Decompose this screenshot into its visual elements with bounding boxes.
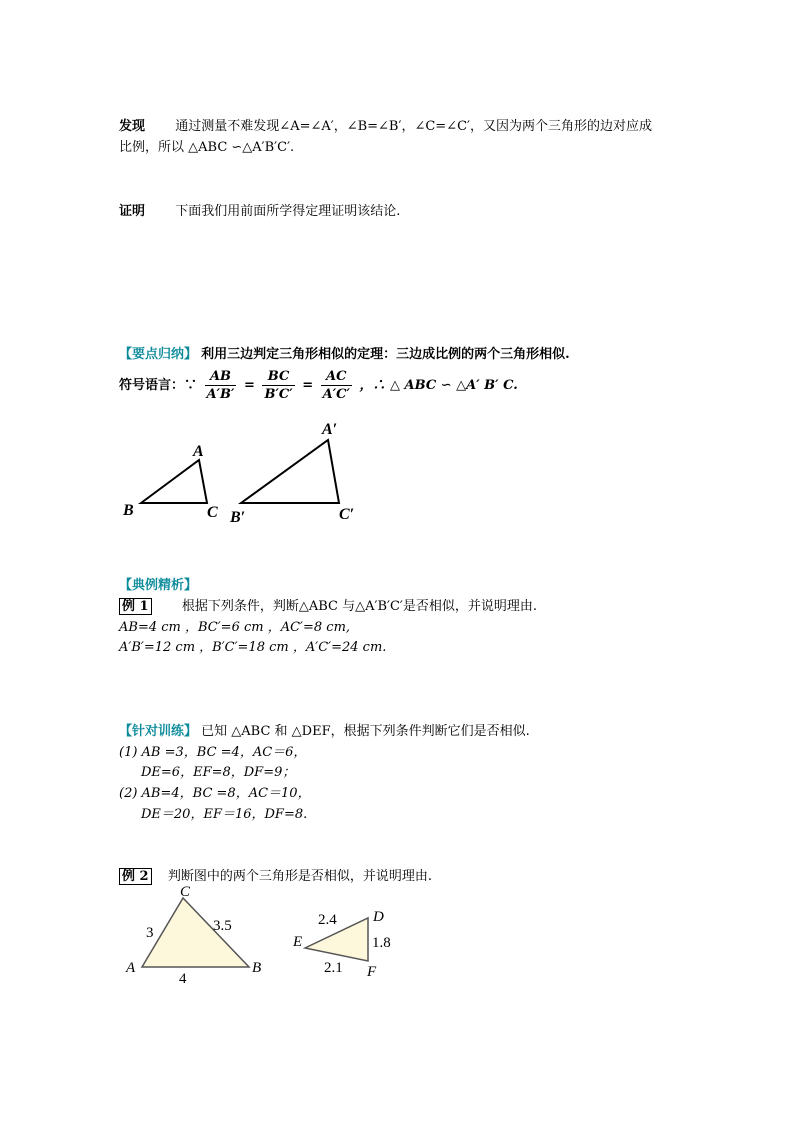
discovery-line-2: 比例，所以 △ABC ∽△A′B′C′.	[119, 140, 295, 155]
fraction-bc-num: BC	[262, 368, 294, 386]
discovery-text-1: 通过测量不难发现∠A=∠A′，∠B=∠B′，∠C=∠C′，又因为两个三角形的边对应成	[175, 119, 652, 134]
side-df: 1.8	[372, 935, 391, 951]
example-2-figure	[115, 885, 405, 990]
discovery-line-1	[119, 118, 652, 136]
label-b-prime: B′	[230, 509, 246, 526]
ex2-label-f: F	[367, 964, 377, 980]
fraction-ac-num: AC	[321, 368, 352, 386]
triangle-a-prime-b-prime-c-prime	[241, 440, 339, 503]
practice-text: 已知 △ABC 和 △DEF，根据下列条件判断它们是否相似.	[201, 724, 530, 739]
key-point-line	[119, 346, 570, 364]
example-1-data-1: AB=4 cm ，BC′=6 cm ，AC′=8 cm,	[119, 620, 351, 635]
ex2-label-a: A	[126, 960, 136, 976]
ex2-label-d: D	[373, 909, 384, 925]
side-ef: 2.1	[324, 960, 343, 976]
fraction-ac-den: A′C′	[322, 387, 350, 402]
fraction-bc-den: B′C′	[264, 387, 293, 402]
key-point-text: 利用三边判定三角形相似的定理：三边成比例的两个三角形相似.	[201, 347, 570, 362]
triangle-abc	[141, 460, 207, 503]
example-2-question: 判断图中的两个三角形是否相似，并说明理由.	[167, 869, 432, 884]
triangle-abc-example	[142, 898, 249, 967]
proof-label: 证明	[119, 204, 146, 219]
fraction-ac	[321, 368, 352, 403]
side-ab: 4	[179, 971, 187, 987]
side-ac: 3	[146, 925, 154, 941]
practice-item-2a: (2) AB=4，BC =8，AC＝10，	[119, 786, 311, 801]
ex2-label-b: B	[252, 960, 262, 976]
example-1-line	[119, 598, 537, 616]
label-b: B	[123, 502, 134, 519]
label-c: C	[207, 504, 218, 521]
fraction-ab	[205, 368, 237, 403]
practice-item-1a: (1) AB =3，BC =4，AC＝6，	[119, 745, 307, 760]
label-a-prime: A′	[322, 421, 338, 438]
side-ed: 2.4	[318, 912, 337, 928]
proof-text: 下面我们用前面所学得定理证明该结论.	[175, 204, 401, 219]
side-cb: 3.5	[213, 918, 232, 934]
example-2-line	[119, 868, 432, 886]
example-2-label: 例 2	[119, 868, 152, 885]
example-1-label: 例 1	[119, 598, 152, 615]
examples-header: 【典例精析】	[119, 578, 198, 593]
ex2-label-e: E	[293, 934, 303, 950]
fraction-ab-den: A′B′	[206, 387, 235, 402]
practice-item-2b: DE＝20，EF＝16，DF=8.	[141, 807, 308, 822]
similar-triangles-figure	[110, 415, 370, 530]
practice-line	[119, 723, 530, 741]
proof-line	[119, 203, 400, 221]
example-1-data-2: A′B′=12 cm ，B′C′=18 cm ，A′C′=24 cm.	[119, 640, 387, 655]
equals-sign-2: =	[302, 378, 314, 393]
symbol-language-label: 符号语言：∵	[119, 378, 198, 393]
fraction-bc	[262, 368, 294, 403]
symbol-language-line	[119, 366, 518, 406]
label-c-prime: C′	[339, 506, 355, 523]
label-a: A	[193, 443, 204, 460]
practice-item-1b: DE=6，EF=8，DF=9；	[141, 765, 296, 780]
symbol-conclusion: ，∴ △ ABC ∽ △A′ B′ C.	[359, 378, 518, 393]
example-1-question: 根据下列条件，判断△ABC 与△A′B′C′是否相似，并说明理由.	[181, 599, 537, 614]
equals-sign-1: =	[244, 378, 255, 393]
ex2-label-c: C	[180, 885, 191, 900]
practice-tag: 【针对训练】	[119, 724, 198, 739]
key-point-tag: 【要点归纳】	[119, 347, 198, 362]
fraction-ab-num: AB	[205, 368, 237, 386]
discovery-label: 发现	[119, 119, 146, 134]
